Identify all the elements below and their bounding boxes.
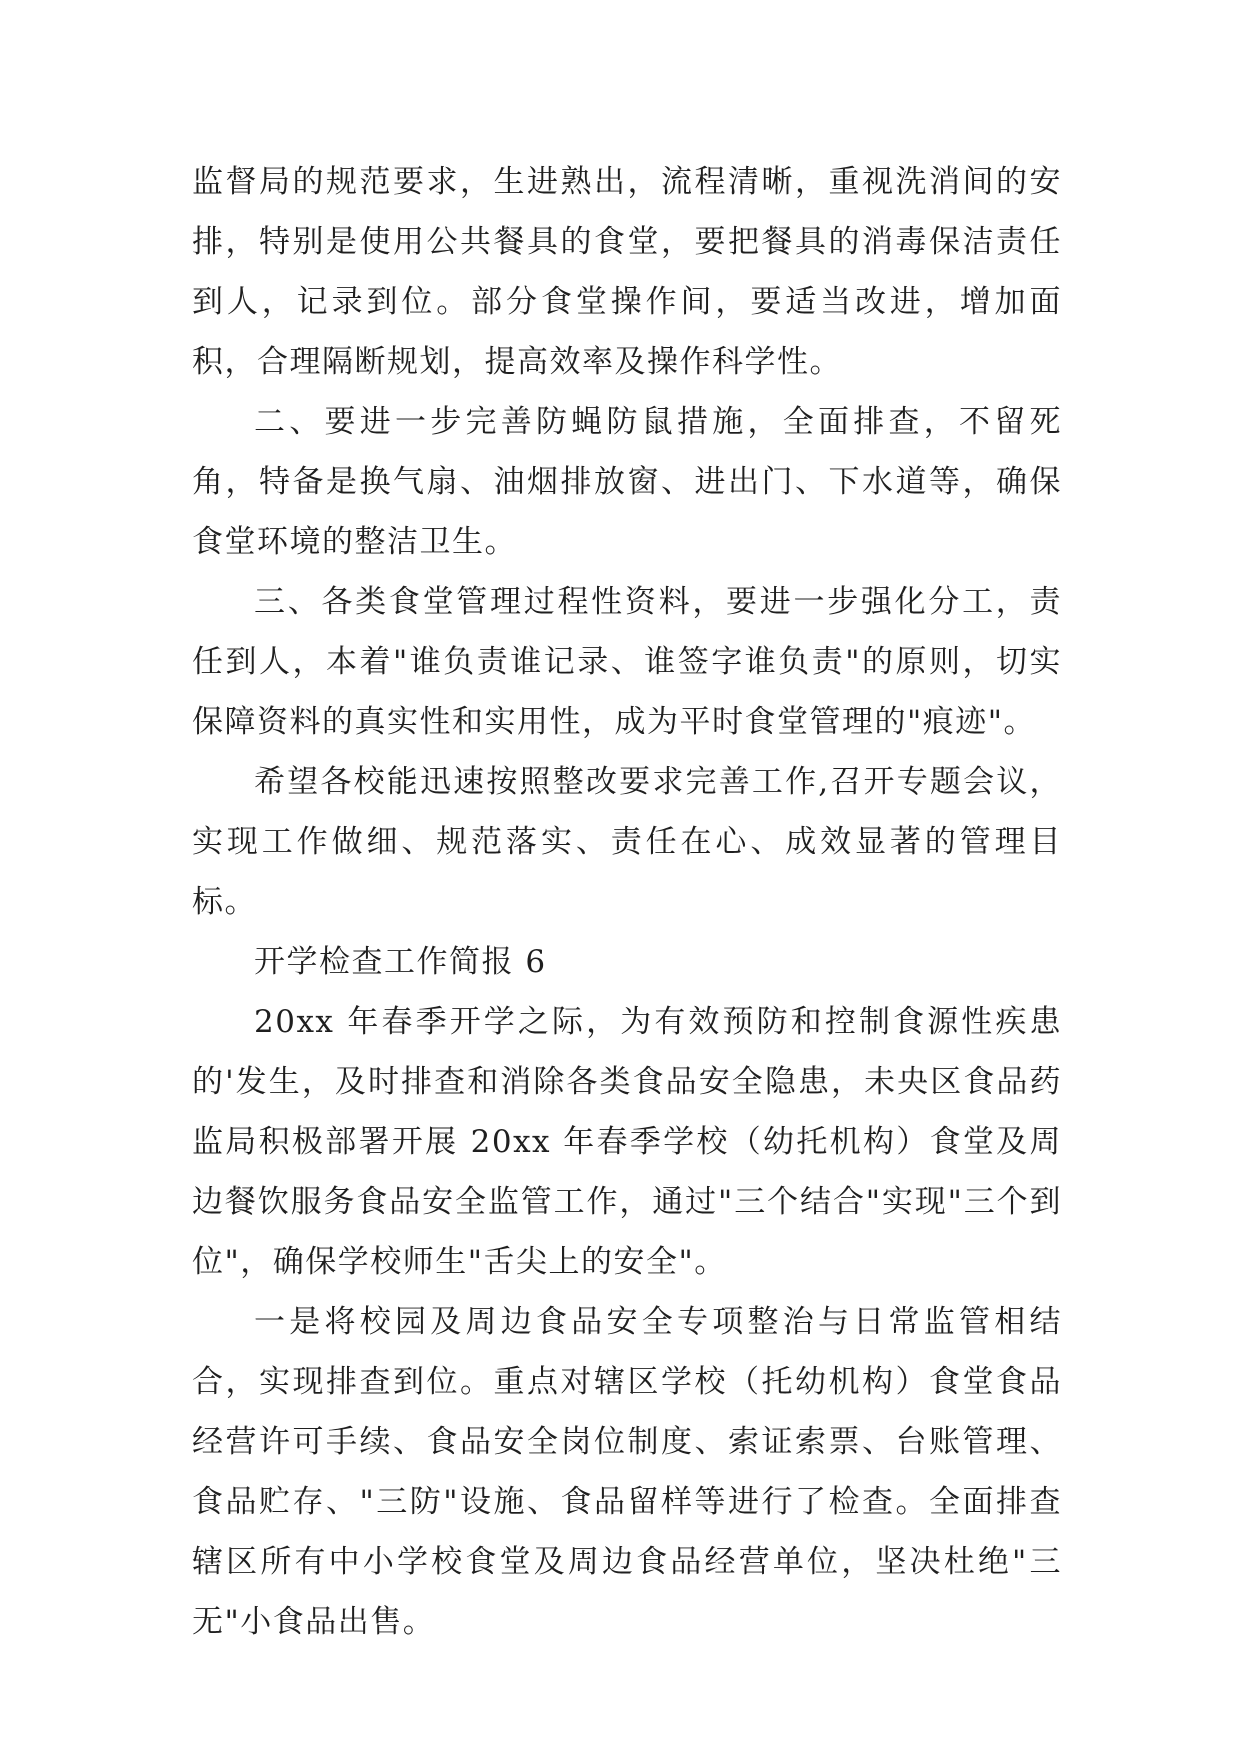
paragraph-intro: 20xx 年春季开学之际，为有效预防和控制食源性疾患的'发生，及时排查和消除各类食品安全隐患，未央区食品药监局积极部署开展 20xx 年春季学校（幼托机构）食堂及周边餐饮服务食品安全监管工作，通过"三个结合"实现"三个到位"，确保学校师生"舌尖上的安全"。 [192, 1004, 1062, 1280]
paragraph-continuation: 监督局的规范要求，生进熟出，流程清晰，重视洗消间的安排，特别是使用公共餐具的食堂，要把餐具的消毒保洁责任到人，记录到位。部分食堂操作间，要适当改进，增加面积，合理隔断规划，提高效率及操作科学性。 [192, 164, 1062, 380]
section-heading: 开学检查工作简报 6 [254, 944, 547, 980]
document-body [192, 152, 1062, 1652]
paragraph-item-two: 二、要进一步完善防蝇防鼠措施，全面排查，不留死角，特备是换气扇、油烟排放窗、进出门、下水道等，确保食堂环境的整洁卫生。 [192, 404, 1062, 560]
paragraph-closing: 希望各校能迅速按照整改要求完善工作,召开专题会议，实现工作做细、规范落实、责任在心、成效显著的管理目标。 [192, 764, 1062, 920]
paragraph-item-three: 三、各类食堂管理过程性资料，要进一步强化分工，责任到人，本着"谁负责谁记录、谁签字谁负责"的原则，切实保障资料的真实性和实用性，成为平时食堂管理的"痕迹"。 [192, 584, 1062, 740]
paragraph-point-one: 一是将校园及周边食品安全专项整治与日常监管相结合，实现排查到位。重点对辖区学校（托幼机构）食堂食品经营许可手续、食品安全岗位制度、索证索票、台账管理、食品贮存、"三防"设施、食品留样等进行了检查。全面排查辖区所有中小学校食堂及周边食品经营单位，坚决杜绝"三无"小食品出售。 [192, 1304, 1062, 1640]
